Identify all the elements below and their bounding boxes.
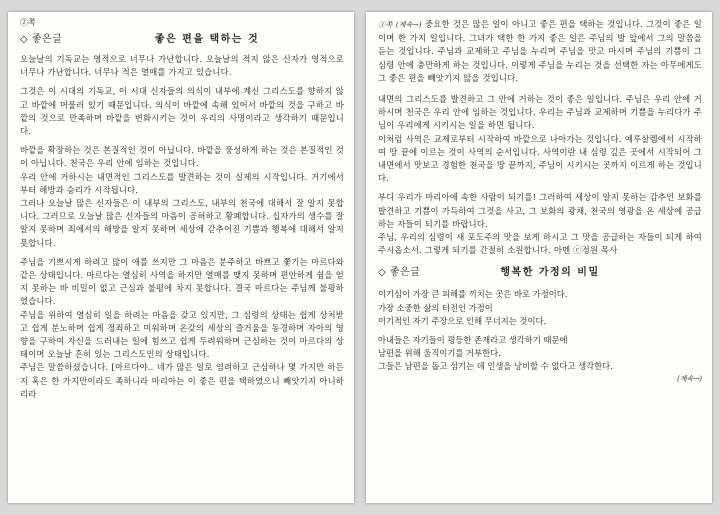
paragraph-text: 중요한 것은 많은 일이 아니고 좋은 편을 택하는 것입니다. 그것이 좋은 일이며 한 가지 일입니다. 그녀가 택한 한 가지 좋은 일은 주님의 발 앞에서 그의 말씀을 듣는 것입니다. 주님과 교제하고 주님을 누리며 주님을 맛고 마시며 주님의 기쁨이 그 심령 안에 충만하게 하는 것입니다. 이렇게 주님을 누리는 것을 선택한 자는 아무에게도 그 좋은 편을 빼앗기지 않을 것입니다. [378, 19, 703, 83]
paragraph: 주님을 기쁘시게 하려고 많이 애를 쓰지만 그 마음은 분주하고 바쁘고 쫓기는 마르다와 같은 상태입니다. 마르다는 열심히 사역을 하지만 열매를 맺지 못하며 편안하게 쉼을 얻지 못하는 바 비밀이 없고 근심과 불평에 차지 못합니다. 결국 마르다는 주님께 불평하였습니다. [20, 256, 344, 307]
paragraph: 바깥을 확장하는 것은 본질적인 것이 아닙니다. 바깥을 풍성하게 하는 것은 본질적인 것이 아닙니다. 천국은 우리 안에 임하는 것입니다. [20, 145, 344, 169]
category-label: ◇ 좋은글 [20, 34, 63, 45]
text-line: 가장 소중한 삶의 터전인 가정이 [378, 302, 493, 313]
paragraph: 내면의 그리스도를 발견하고 그 안에 거하는 것이 좋은 일입니다. 주님은 우리 안에 거하시며 천국은 우리 안에 임하는 것입니다. 우리는 주님과 교제하며 기쁨을 누리다가 주님이 우리에게 시키시는 일을 하면 됩니다. [378, 94, 702, 131]
paragraph [378, 18, 702, 85]
right-page [366, 12, 712, 503]
paragraph: 주님을 위하여 열심히 일을 하려는 마음을 갖고 있지만, 그 심령의 상태는 쉽게 상처받고 쉽게 분노하며 쉽게 정죄하고 미워하며 온갖의 세상의 즐거움을 동경하며 자아의 영향을 구하여 자신을 드러내는 일에 힘쓰고 쉽게 두려워하며 근심하는 것이 마르다의 상태이며 오늘날 흔히 있는 그리스도인의 상태입니다. [20, 309, 344, 360]
text-line: 아내들은 자기들이 평등한 존재라고 생각하기 때문에 [378, 335, 568, 346]
left-page [8, 12, 354, 503]
article-title: 행복한 가정의 비밀 [500, 267, 600, 279]
text-line: 이기적인 자기 주장으로 인해 무너지는 것이다. [378, 315, 547, 326]
article-title: 좋은 편을 택하는 것 [154, 34, 260, 45]
paragraph: 오늘날의 기독교는 영적으로 너무나 가난합니다. 오늘날의 적지 않은 신자가 영적으로 너무나 가난합니다. 너무나 적은 열매를 가지고 있습니다. [20, 54, 344, 78]
paragraph [378, 231, 702, 257]
category-label: ◇ 좋은글 [378, 267, 421, 279]
article-header [20, 30, 344, 45]
paragraph: 그것은 이 시대의 기독교, 이 시대 신자들의 의식이 내부에 계신 그리스도를 향하지 않고 바깥에 머물러 있기 때문입니다. 의식이 바깥에 속해 있어서 바깥의 것을 구하고 바깥의 것으로 만족하며 바깥을 변화시키는 것이 우리의 사명이라고 생각하기 때문입니다. [20, 86, 344, 137]
text-line: 이기심이 가장 큰 피해를 끼치는 곳은 바로 가정이다. [378, 289, 568, 300]
author-signature: ⓒ정원 목사 [573, 245, 618, 256]
paragraph: 이처럼 사역은 교제로부터 시작하여 바깥으로 나아가는 것입니다. 예루살렘에서 시작하여 땅 끝에 이르는 것이 사역의 순서입니다. 사역이란 내 심령 깊은 곳에서 시작되어 그 내면에서 맛보고 경험한 천국을 땅 끝까지, 주님이 시키시는 곳까지 이르게 하는 것입니다. [378, 133, 702, 184]
paragraph: 주님은 말씀하셨습니다. [마르다야.. 네가 많은 일로 염려하고 근심하나 몇 가지만 하든지 혹은 한 가지만이라도 족하니라 마리아는 이 좋은 편을 택하였으니 빼앗기지 아니하리라 [20, 362, 344, 399]
amen-text: 아멘 [553, 245, 571, 256]
paragraph: 우리 안에 거하시는 내면적인 그리스도를 발견하는 것이 실제의 시작입니다. 거기에서 부터 해방과 승리가 시작됩니다. [20, 171, 344, 195]
page-number: ②쪽 [20, 18, 36, 27]
page-number: ③쪽 [378, 21, 393, 29]
article-header [378, 263, 702, 278]
continued-note: (계속→) [395, 21, 422, 29]
paragraph: 부디 우리가 마리아에 속한 사람이 되기를! 그러하여 세상이 알지 못하는 감추인 보화를 발견하고 기쁨이 가득하여 그것을 사고, 그 보화의 광채, 천국의 영광을 온 세상에 공급하는 자들이 되기를 바랍니다. [378, 192, 702, 229]
paragraph: 그러나 오늘날 많은 신자들은 이 내부의 그리스도, 내부의 천국에 대해서 잘 알지 못합니다. 그러므로 오늘날 많은 신자들의 마음이 공허하고 황폐합니다. 십자가의 생수를 잘 알지 못하며 죄에서의 해방을 알지 못하며 세상에 갇추어진 기쁨과 행복에 대해서 알지 못합니다. [20, 198, 344, 248]
paragraph-text: 주님, 우리의 심령이 새 포도주의 맛을 보게 하시고 그 맛을 공급하는 자들이 되게 하여 주시옵소서. 그렇게 되기를 간절히 소원합니다. [378, 232, 702, 256]
text-line: 남편을 위해 움직이기를 거부한다. [378, 348, 501, 359]
article-lines [378, 288, 702, 373]
text-line: 그들은 남편을 돕고 섬기는 데 인생을 낭비할 수 없다고 생각한다. [378, 361, 613, 372]
continued-note: (계속→) [677, 374, 702, 383]
